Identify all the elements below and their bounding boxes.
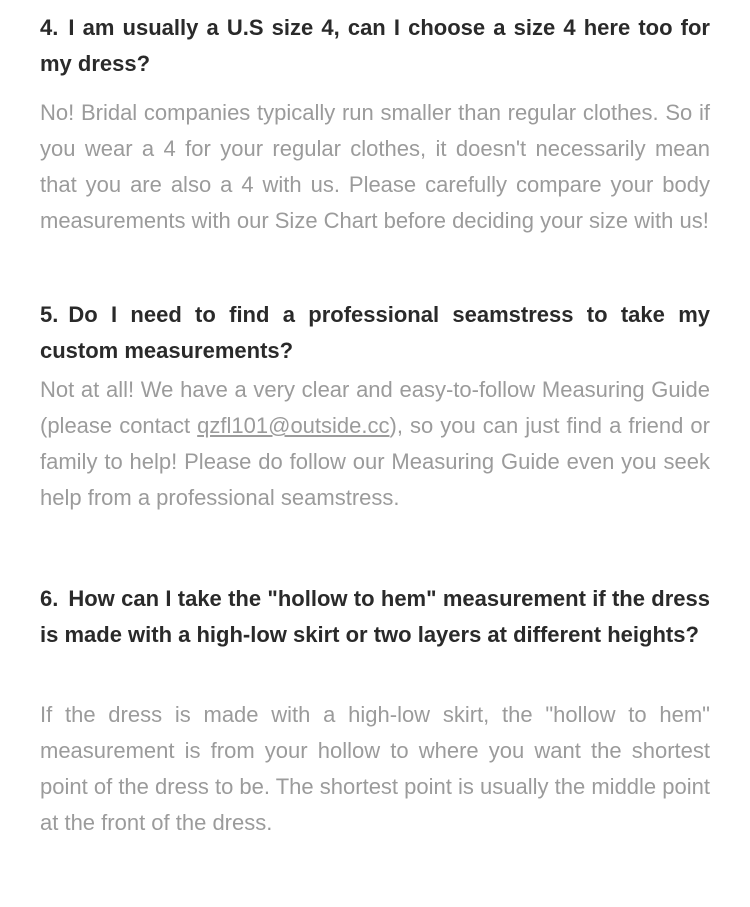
faq-question-5-text: Do I need to find a professional seamstress to take my custom measurements? — [40, 302, 710, 363]
faq-question-4-text: I am usually a U.S size 4, can I choose a size 4 here too for my dress? — [40, 15, 710, 76]
faq-answer-5-part1: Not at all! We have a very clear and easy-to-follow Measuring Guide (please contact — [40, 377, 710, 438]
faq-number-6: 6. — [40, 586, 59, 611]
faq-answer-6: If the dress is made with a high-low skirt, the "hollow to hem" measurement is from your hollow to where you want the shortest point of the dress to be. The shortest point is usually the middle point at the front of the dress. — [40, 702, 710, 835]
faq-question-4 — [40, 10, 710, 82]
faq-number-4: 4. — [40, 15, 59, 40]
faq-question-5 — [40, 297, 710, 369]
faq-answer-5-part2: ), so you can just find a friend or family to help! Please do follow our Measuring Guide even you seek help from a professional seamstress. — [40, 413, 710, 510]
faq-question-6 — [40, 581, 710, 653]
contact-email-link[interactable]: qzfl101@outside.cc — [197, 413, 390, 438]
faq-number-5: 5. — [40, 302, 59, 327]
faq-answer-5 — [40, 372, 710, 516]
faq-question-6-text: How can I take the "hollow to hem" measurement if the dress is made with a high-low skirt or two layers at different heights? — [40, 586, 710, 647]
faq-answer-4: No! Bridal companies typically run smaller than regular clothes. So if you wear a 4 for your regular clothes, it doesn't necessarily mean that you are also a 4 with us. Please carefully compare your body measurements with our Size Chart before deciding your size with us! — [40, 100, 710, 233]
